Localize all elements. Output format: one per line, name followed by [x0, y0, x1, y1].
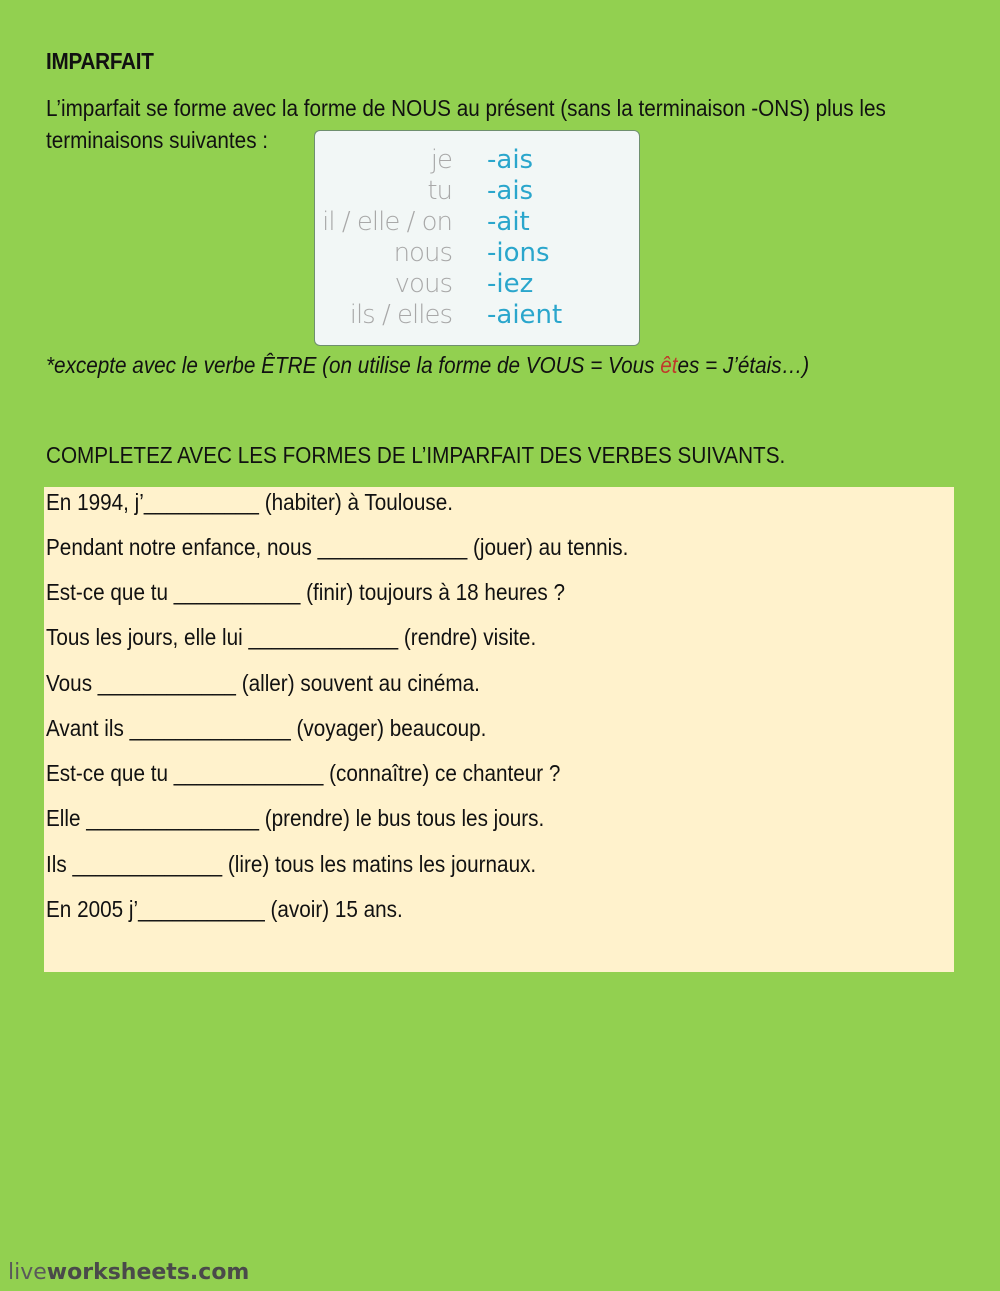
conjugation-row — [315, 145, 639, 176]
brand-worksheets: worksheets — [46, 1260, 190, 1285]
conjugation-row — [315, 207, 639, 238]
note-part-2: es = J’étais…) — [677, 352, 810, 378]
ending: -ait — [487, 207, 530, 237]
exercise-sentence-2[interactable]: Pendant notre enfance, nous _____________ (jouer) au tennis. — [46, 534, 629, 560]
note-part-1: *excepte avec le verbe ÊTRE (on utilise la forme de VOUS = Vous — [46, 352, 661, 378]
pronoun: nous — [393, 238, 452, 268]
brand-suffix: .com — [189, 1260, 250, 1285]
exercise-sentence-5[interactable]: Vous ____________ (aller) souvent au cinéma. — [46, 670, 480, 696]
etre-exception-note — [46, 352, 809, 379]
intro-line-1: L’imparfait se forme avec la forme de NOUS au présent (sans la terminaison -ONS) plus les — [46, 95, 886, 121]
note-highlight: êt — [660, 352, 678, 378]
exercise-area — [44, 487, 954, 972]
ending: -ais — [487, 145, 534, 175]
intro-line-2: terminaisons suivantes : — [46, 127, 269, 153]
pronoun: ils / elles — [349, 300, 452, 330]
pronoun: vous — [394, 269, 452, 299]
exercise-sentence-9[interactable]: Ils _____________ (lire) tous les matins les journaux. — [46, 851, 537, 877]
page-title: IMPARFAIT — [46, 48, 154, 74]
liveworksheets-logo — [8, 1260, 249, 1285]
exercise-instruction: COMPLETEZ AVEC LES FORMES DE L’IMPARFAIT DES VERBES SUIVANTS. — [46, 442, 786, 468]
exercise-sentence-10[interactable]: En 2005 j’___________ (avoir) 15 ans. — [46, 896, 403, 922]
conjugation-row — [315, 269, 639, 300]
brand-live: live — [8, 1260, 47, 1285]
exercise-sentence-1[interactable]: En 1994, j’__________ (habiter) à Toulouse. — [46, 489, 454, 515]
conjugation-row — [315, 300, 639, 331]
conjugation-row — [315, 238, 639, 269]
ending: -ais — [487, 176, 534, 206]
exercise-sentence-8[interactable]: Elle _______________ (prendre) le bus tous les jours. — [46, 805, 545, 831]
pronoun: tu — [427, 176, 452, 206]
pronoun: il / elle / on — [322, 207, 452, 237]
pronoun: je — [430, 145, 452, 175]
exercise-sentence-7[interactable]: Est-ce que tu _____________ (connaître) ce chanteur ? — [46, 760, 561, 786]
ending: -aient — [487, 300, 563, 330]
conjugation-table — [314, 130, 640, 346]
exercise-sentence-3[interactable]: Est-ce que tu ___________ (finir) toujours à 18 heures ? — [46, 579, 565, 605]
conjugation-row — [315, 176, 639, 207]
exercise-sentence-6[interactable]: Avant ils ______________ (voyager) beaucoup. — [46, 715, 487, 741]
exercise-sentence-4[interactable]: Tous les jours, elle lui _____________ (rendre) visite. — [46, 624, 537, 650]
ending: -ions — [487, 238, 550, 268]
ending: -iez — [487, 269, 534, 299]
